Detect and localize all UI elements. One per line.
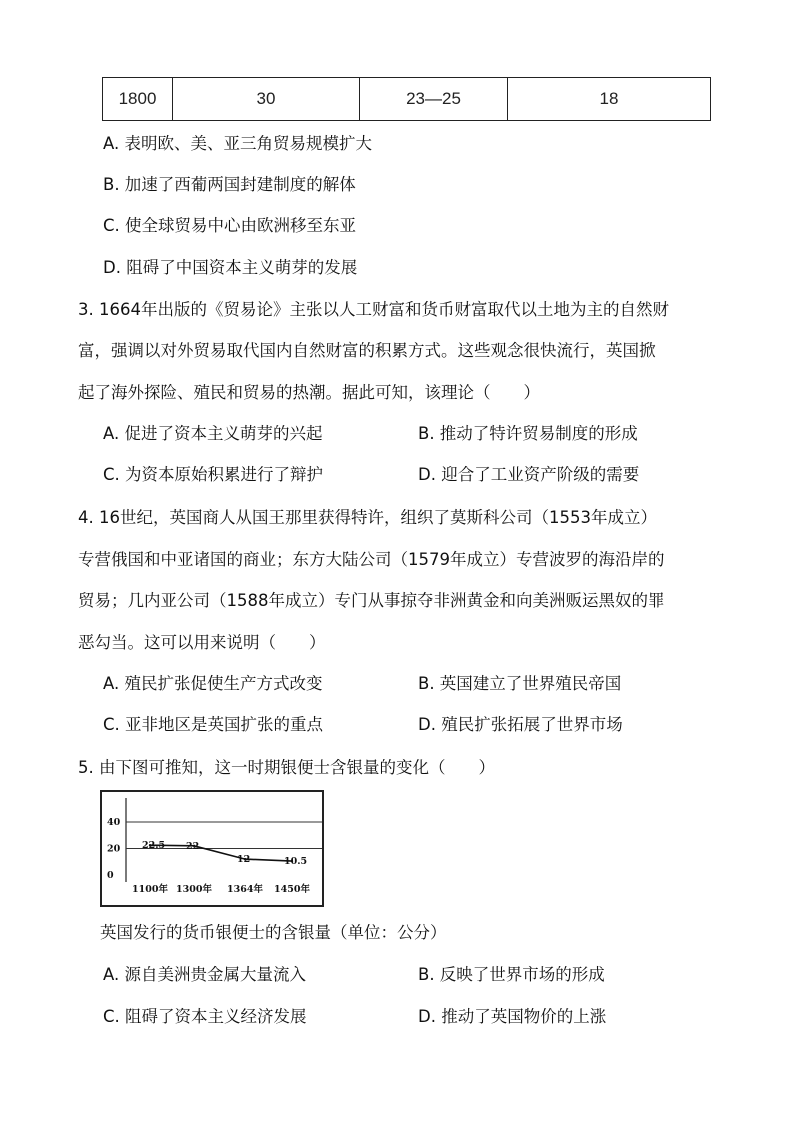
q3-option-a: A. 促进了资本主义萌芽的兴起	[103, 424, 323, 443]
q3-option-d: D. 迎合了工业资产阶级的需要	[418, 465, 640, 484]
chart-caption: 英国发行的货币银便士的含银量（单位：公分）	[100, 923, 447, 942]
q5-option-b: B. 反映了世界市场的形成	[418, 965, 605, 984]
q2-option-a: A. 表明欧、美、亚三角贸易规模扩大	[103, 134, 372, 153]
data-label: 10.5	[284, 856, 308, 868]
chart-canvas	[102, 792, 322, 905]
q2-option-b: B. 加速了西葡两国封建制度的解体	[103, 175, 356, 194]
q3-option-b: B. 推动了特许贸易制度的形成	[418, 424, 638, 443]
q5-option-d: D. 推动了英国物价的上涨	[418, 1007, 607, 1026]
table-cell: 30	[173, 78, 360, 121]
x-tick-label: 1100年	[132, 884, 168, 895]
q2-option-c: C. 使全球贸易中心由欧洲移至东亚	[103, 216, 357, 235]
silver-content-chart	[100, 790, 324, 907]
table-cell: 23—25	[360, 78, 508, 121]
data-label: 22.5	[142, 840, 166, 852]
q2-option-d: D. 阻碍了中国资本主义萌芽的发展	[103, 258, 358, 277]
table-cell-year: 1800	[103, 78, 173, 121]
q4-option-c: C. 亚非地区是英国扩张的重点	[103, 715, 324, 734]
q4-option-a: A. 殖民扩张促使生产方式改变	[103, 674, 323, 693]
q4-stem-line4: 恶勾当。这可以用来说明（ ）	[78, 633, 326, 652]
q5-option-a: A. 源自美洲贵金属大量流入	[103, 965, 306, 984]
y-tick-label: 40	[107, 817, 121, 828]
q4-option-b: B. 英国建立了世界殖民帝国	[418, 674, 622, 693]
q4-stem-line3: 贸易；几内亚公司（1588年成立）专门从事掠夺非洲黄金和向美洲贩运黑奴的罪	[78, 591, 665, 610]
data-table	[102, 77, 711, 121]
q3-stem-line2: 富，强调以对外贸易取代国内自然财富的积累方式。这些观念很快流行，英国掀	[78, 341, 656, 360]
q3-stem-line3: 起了海外探险、殖民和贸易的热潮。据此可知，该理论（ ）	[78, 383, 540, 402]
q5-stem: 5. 由下图可推知，这一时期银便士含银量的变化（ ）	[78, 758, 495, 777]
q4-stem-line1: 4. 16世纪，英国商人从国王那里获得特许，组织了莫斯科公司（1553年成立）	[78, 508, 657, 527]
y-tick-label: 20	[107, 843, 121, 855]
x-tick-label: 1364年	[227, 884, 263, 895]
data-label: 22	[186, 840, 200, 852]
q3-stem-line1: 3. 1664年出版的《贸易论》主张以人工财富和货币财富取代以土地为主的自然财	[78, 300, 669, 319]
q4-stem-line2: 专营俄国和中亚诸国的商业；东方大陆公司（1579年成立）专营波罗的海沿岸的	[78, 550, 665, 569]
series-line	[150, 845, 292, 861]
data-label: 12	[237, 854, 251, 866]
table-row	[103, 78, 711, 121]
x-tick-label: 1300年	[176, 884, 212, 895]
q5-option-c: C. 阻碍了资本主义经济发展	[103, 1007, 307, 1026]
x-tick-label: 1450年	[274, 884, 310, 895]
q3-option-c: C. 为资本原始积累进行了辩护	[103, 465, 324, 484]
y-tick-label: 0	[107, 870, 114, 881]
q4-option-d: D. 殖民扩张拓展了世界市场	[418, 715, 623, 734]
table-cell: 18	[508, 78, 711, 121]
